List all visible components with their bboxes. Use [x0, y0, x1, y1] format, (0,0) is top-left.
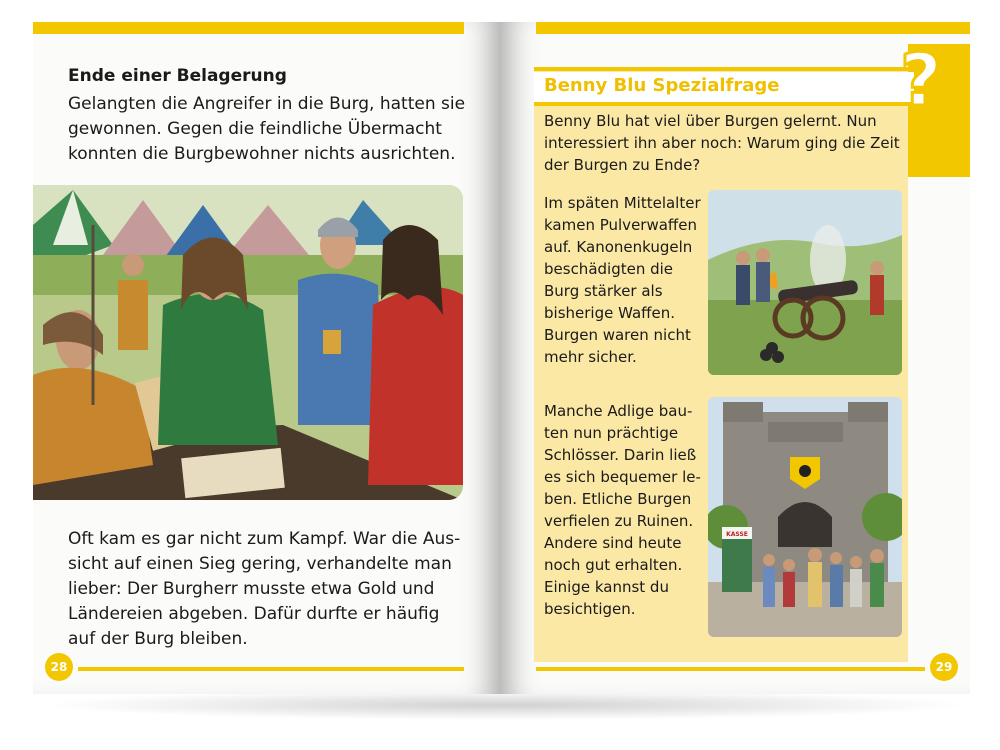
text-line: kamen Pulverwaffen [544, 216, 697, 234]
question-mark-icon: ? [900, 38, 942, 122]
panel-intro [544, 110, 904, 176]
text-line: Burg stärker als [544, 282, 663, 300]
text-line: Andere sind heute [544, 534, 682, 552]
top-accent-bar [536, 22, 970, 34]
page-number: 29 [930, 653, 958, 681]
intro-paragraph [68, 92, 468, 167]
cannon-illustration [708, 190, 902, 375]
castle-visitors-illustration [708, 397, 902, 637]
gunpowder-paragraph [544, 192, 709, 368]
text-line: lieber: Der Burgherr musste etwa Gold und [68, 579, 435, 599]
text-line: beschädigten die [544, 260, 674, 278]
text-line: Gelangten die Angreifer in die Burg, hatten sie [68, 94, 466, 114]
text-line: Ländereien abgeben. Dafür durfte er häufig [68, 604, 440, 624]
text-line: Im späten Mittelalter [544, 194, 701, 212]
section-heading: Ende einer Belagerung [68, 66, 287, 86]
text-line: es sich bequemer le- [544, 468, 701, 486]
text-line: gewonnen. Gegen die feindliche Übermacht [68, 119, 442, 139]
text-line: noch gut erhalten. [544, 556, 683, 574]
text-line: sicht auf einen Sieg gering, verhandelte man [68, 554, 452, 574]
text-line: Benny Blu hat viel über Burgen gelernt. Nun [544, 112, 877, 130]
text-line: Oft kam es gar nicht zum Kampf. War die Aus- [68, 529, 461, 549]
right-page [500, 22, 970, 694]
footer-line [78, 667, 464, 671]
text-line: Schlösser. Darin ließ [544, 446, 697, 464]
panel-header [534, 72, 914, 106]
text-line: konnten die Burgbewohner nichts ausrichten. [68, 144, 456, 164]
text-line: mehr sicher. [544, 348, 637, 366]
text-line: ten nun prächtige [544, 424, 679, 442]
kiosk-sign: KASSE [726, 531, 748, 538]
book-shadow [40, 690, 970, 720]
text-line: ben. Etliche Burgen [544, 490, 692, 508]
text-line: auf. Kanonenkugeln [544, 238, 693, 256]
text-line: auf der Burg bleiben. [68, 629, 248, 649]
text-line: der Burgen zu Ende? [544, 156, 701, 174]
body-paragraph [68, 527, 473, 652]
text-line: besichtigen. [544, 600, 636, 618]
text-line: verfielen zu Ruinen. [544, 512, 694, 530]
negotiation-illustration [33, 185, 463, 500]
page-number: 28 [45, 653, 73, 681]
panel-title: Benny Blu Spezialfrage [544, 75, 780, 96]
text-line: Manche Adlige bau- [544, 402, 693, 420]
text-line: Einige kannst du [544, 578, 669, 596]
text-line: Burgen waren nicht [544, 326, 691, 344]
top-accent-bar [33, 22, 464, 34]
text-line: interessiert ihn aber noch: Warum ging die Zeit [544, 134, 900, 152]
palace-paragraph [544, 400, 709, 620]
footer-line [536, 667, 925, 671]
text-line: bisherige Waffen. [544, 304, 675, 322]
panel-top-line [534, 67, 914, 71]
left-page [33, 22, 500, 694]
